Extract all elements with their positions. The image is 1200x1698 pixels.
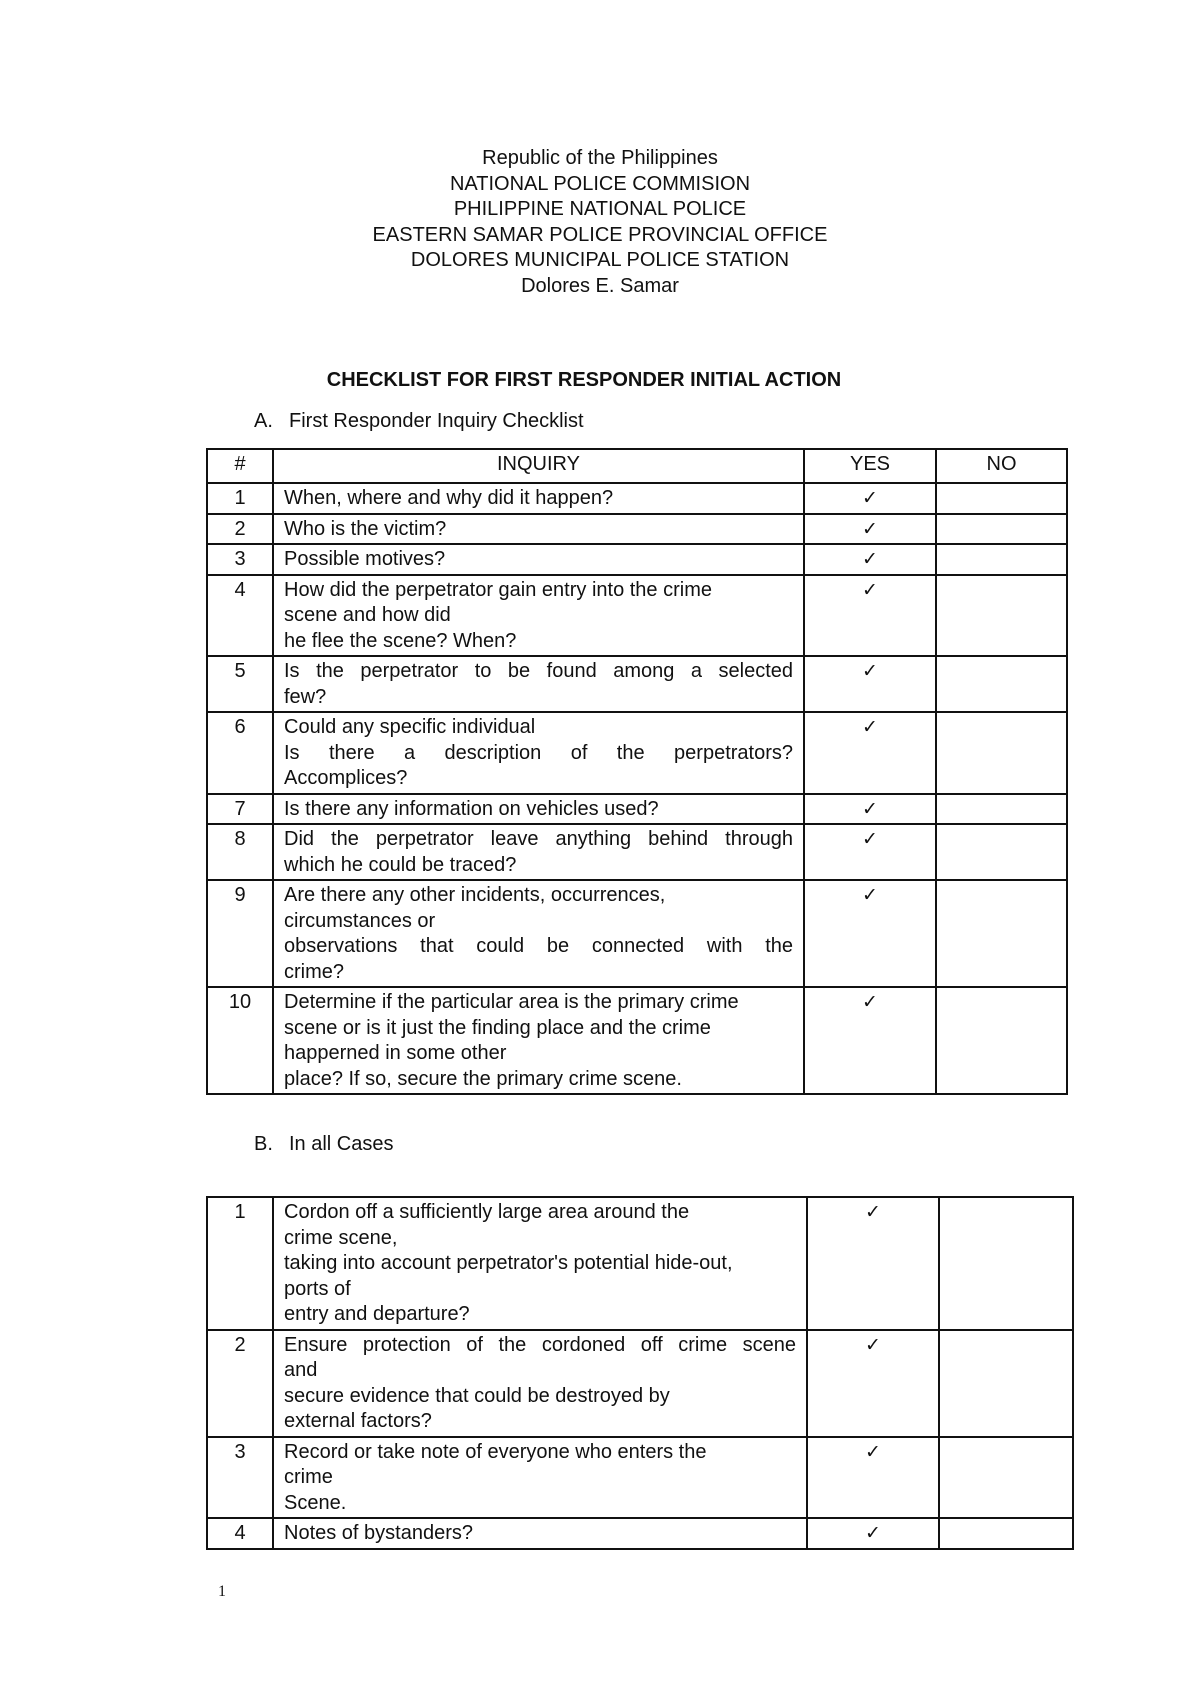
inquiry-line: he flee the scene? When? [284, 629, 517, 652]
row-number: 3 [207, 1437, 273, 1519]
yes-checkmark: ✓ [804, 712, 936, 794]
column-header-inquiry: INQUIRY [273, 449, 804, 483]
inquiry-line: Accomplices? [284, 767, 408, 789]
section-a-heading [254, 409, 584, 433]
inquiry-line: Did the perpetrator leave anything behind through [284, 828, 793, 850]
inquiry-line: observations that could be connected with the [284, 935, 793, 957]
row-number: 10 [207, 987, 273, 1094]
column-header-yes: YES [804, 449, 936, 483]
table-row [207, 1330, 1073, 1437]
inquiry-line: Notes of bystanders? [284, 1522, 473, 1544]
inquiry-line: and [284, 1359, 318, 1381]
letterhead-line: DOLORES MUNICIPAL POLICE STATION [410, 249, 790, 271]
no-cell [936, 880, 1067, 987]
table-row [207, 794, 1067, 825]
inquiry-line: Possible motives? [284, 548, 446, 570]
inquiry-text [273, 544, 804, 575]
inquiry-text [273, 987, 804, 1094]
inquiry-line: scene or is it just the finding place and the crime [284, 1016, 711, 1039]
no-cell [939, 1197, 1073, 1330]
section-b-heading [254, 1132, 394, 1156]
row-number: 1 [207, 483, 273, 514]
table-row [207, 712, 1067, 794]
yes-checkmark: ✓ [804, 794, 936, 825]
inquiry-text [273, 483, 804, 514]
inquiry-line: scene and how did [284, 604, 451, 626]
inquiry-line: crime? [284, 960, 345, 983]
no-cell [939, 1437, 1073, 1519]
inquiry-line: external factors? [284, 1410, 432, 1432]
no-cell [939, 1518, 1073, 1549]
column-header-no: NO [936, 449, 1067, 483]
section-b-letter: B. [254, 1133, 273, 1155]
no-cell [936, 514, 1067, 545]
inquiry-line: crime scene, [284, 1226, 398, 1249]
yes-checkmark: ✓ [804, 514, 936, 545]
letterhead-line: Dolores E. Samar [521, 274, 679, 297]
inquiry-line: few? [284, 685, 327, 708]
yes-checkmark: ✓ [807, 1437, 939, 1519]
inquiry-line: Ensure protection of the cordoned off crime scene [284, 1333, 796, 1356]
inquiry-line: How did the perpetrator gain entry into the crime [284, 578, 712, 601]
row-number: 2 [207, 1330, 273, 1437]
yes-checkmark: ✓ [804, 656, 936, 712]
inquiry-text [273, 514, 804, 545]
inquiry-line: Could any specific individual [284, 716, 536, 738]
inquiry-line: Determine if the particular area is the primary crime [284, 991, 739, 1013]
yes-checkmark: ✓ [807, 1197, 939, 1330]
inquiry-text [273, 1437, 807, 1519]
inquiry-text [273, 880, 804, 987]
no-cell [936, 794, 1067, 825]
no-cell [936, 987, 1067, 1094]
inquiry-line: Is the perpetrator to be found among a selected [284, 660, 793, 682]
row-number: 7 [207, 794, 273, 825]
section-a-title: First Responder Inquiry Checklist [289, 410, 584, 432]
yes-checkmark: ✓ [804, 483, 936, 514]
inquiry-line: happerned in some other [284, 1042, 507, 1064]
inquiry-line: Are there any other incidents, occurrences, [284, 884, 666, 906]
table-row [207, 1518, 1073, 1549]
inquiry-line: When, where and why did it happen? [284, 487, 614, 509]
inquiry-checklist-table [206, 448, 1068, 1095]
table-row [207, 514, 1067, 545]
row-number: 3 [207, 544, 273, 575]
row-number: 6 [207, 712, 273, 794]
inquiry-line: Who is the victim? [284, 517, 447, 540]
inquiry-text [273, 1197, 807, 1330]
inquiry-line: Is there a description of the perpetrators? [284, 741, 793, 764]
yes-checkmark: ✓ [804, 880, 936, 987]
yes-checkmark: ✓ [807, 1330, 939, 1437]
no-cell [936, 656, 1067, 712]
inquiry-line: taking into account perpetrator's potential hide-out, [284, 1252, 733, 1274]
inquiry-text [273, 824, 804, 880]
all-cases-checklist-table [206, 1196, 1074, 1550]
row-number: 1 [207, 1197, 273, 1330]
letterhead-line: EASTERN SAMAR POLICE PROVINCIAL OFFICE [372, 223, 828, 246]
yes-checkmark: ✓ [804, 575, 936, 657]
row-number: 9 [207, 880, 273, 987]
inquiry-line: Scene. [284, 1491, 347, 1514]
inquiry-line: place? If so, secure the primary crime scene. [284, 1067, 682, 1090]
section-a-letter: A. [254, 410, 273, 432]
inquiry-text [273, 1330, 807, 1437]
table-header-row [207, 449, 1067, 483]
table-row [207, 1437, 1073, 1519]
inquiry-line: entry and departure? [284, 1303, 470, 1325]
yes-checkmark: ✓ [804, 544, 936, 575]
table-row [207, 575, 1067, 657]
table-row [207, 987, 1067, 1094]
inquiry-line: Is there any information on vehicles used? [284, 797, 659, 820]
no-cell [936, 544, 1067, 575]
table-row [207, 656, 1067, 712]
table-row [207, 544, 1067, 575]
yes-checkmark: ✓ [807, 1518, 939, 1549]
page-number: 1 [218, 1583, 226, 1600]
no-cell [936, 575, 1067, 657]
inquiry-line: Record or take note of everyone who enters the [284, 1440, 707, 1463]
table-row [207, 824, 1067, 880]
inquiry-line: crime [284, 1466, 333, 1488]
inquiry-line: which he could be traced? [284, 853, 517, 876]
inquiry-text [273, 575, 804, 657]
column-header-number: # [207, 449, 273, 483]
inquiry-text [273, 712, 804, 794]
yes-checkmark: ✓ [804, 987, 936, 1094]
no-cell [936, 483, 1067, 514]
no-cell [936, 712, 1067, 794]
inquiry-line: Cordon off a sufficiently large area around the [284, 1201, 690, 1223]
section-b-title: In all Cases [289, 1133, 394, 1155]
row-number: 4 [207, 1518, 273, 1549]
row-number: 5 [207, 656, 273, 712]
inquiry-line: circumstances or [284, 909, 436, 932]
letterhead-line: Republic of the Philippines [482, 147, 718, 169]
inquiry-text [273, 656, 804, 712]
inquiry-line: ports of [284, 1277, 351, 1300]
row-number: 4 [207, 575, 273, 657]
row-number: 8 [207, 824, 273, 880]
row-number: 2 [207, 514, 273, 545]
yes-checkmark: ✓ [804, 824, 936, 880]
inquiry-text [273, 794, 804, 825]
inquiry-line: secure evidence that could be destroyed by [284, 1384, 670, 1407]
letterhead [0, 146, 1200, 299]
inquiry-text [273, 1518, 807, 1549]
no-cell [939, 1330, 1073, 1437]
document-title: CHECKLIST FOR FIRST RESPONDER INITIAL ACTION [326, 369, 842, 391]
letterhead-line: PHILIPPINE NATIONAL POLICE [453, 198, 747, 220]
table-row [207, 880, 1067, 987]
table-row [207, 1197, 1073, 1330]
no-cell [936, 824, 1067, 880]
table-row [207, 483, 1067, 514]
letterhead-line: NATIONAL POLICE COMMISION [449, 172, 751, 195]
